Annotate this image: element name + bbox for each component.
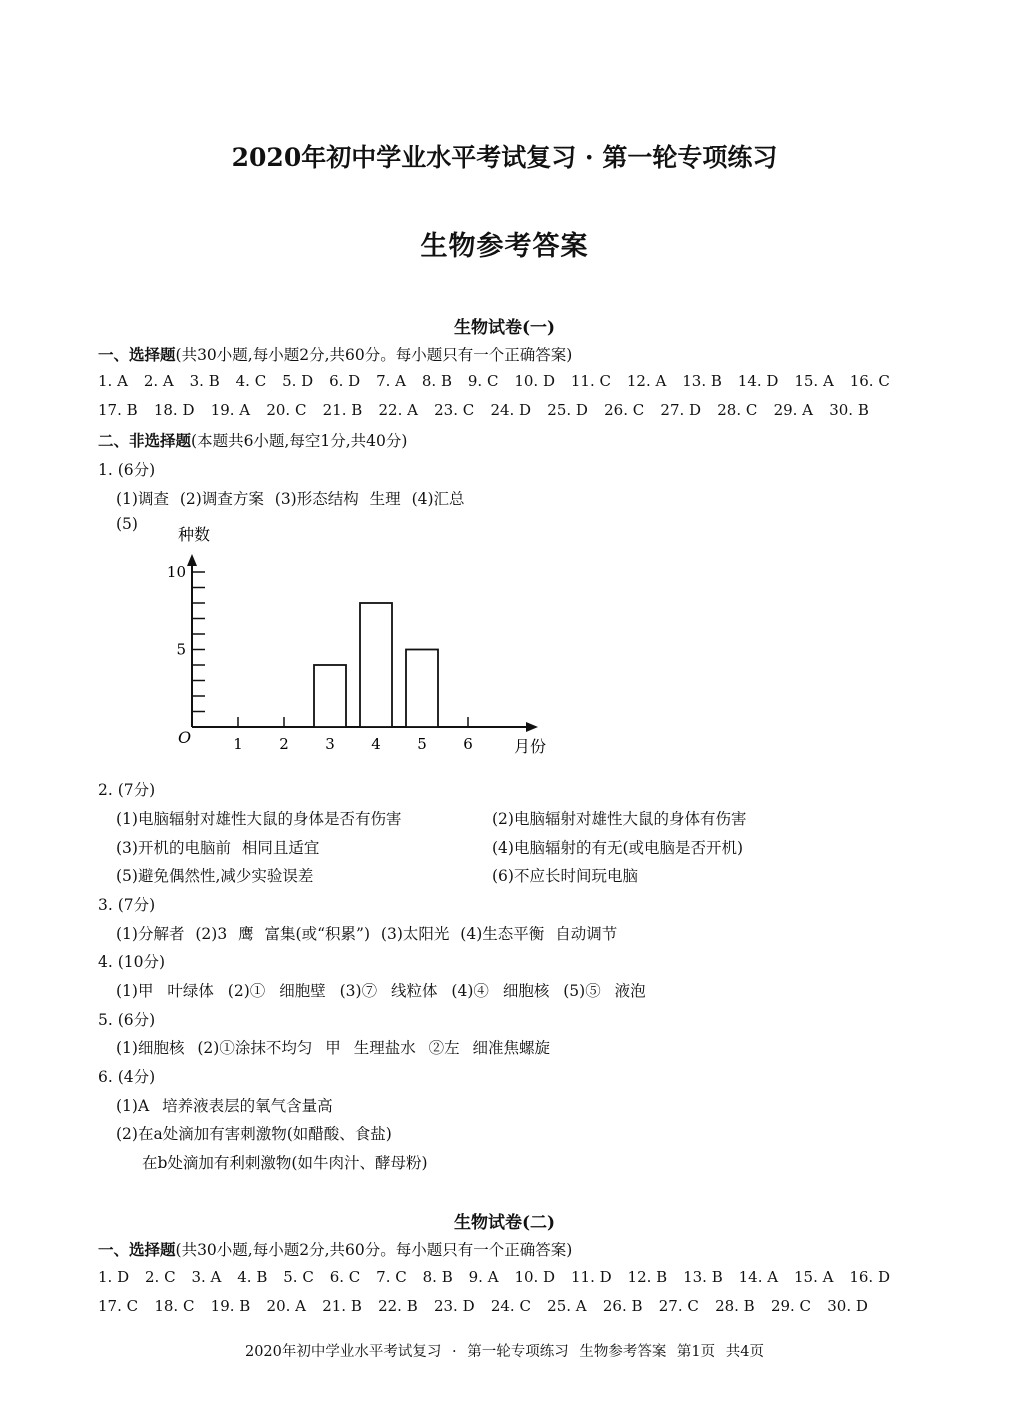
- answer-item: 28. B: [715, 1297, 755, 1315]
- y-tick-label: 10: [166, 563, 186, 581]
- x-axis-arrow: [526, 722, 538, 732]
- q3-answer: (1)分解者 (2)3 鹰 富集(或“积累”) (3)太阳光 (4)生态平衡 自动调节: [116, 925, 618, 943]
- answer-item: 12. A: [626, 372, 667, 390]
- answer-item: 9. A: [468, 1268, 499, 1286]
- answer-item: 24. C: [490, 1297, 531, 1315]
- answer-item: 14. D: [737, 372, 779, 390]
- answer-item: 22. B: [378, 1297, 418, 1315]
- y-tick-label: 5: [176, 640, 186, 659]
- answer-item: 10. D: [514, 372, 555, 390]
- paper2-mc-answers-row2: [98, 1297, 868, 1315]
- paper1-mc-note: (共30小题,每小题2分,共60分。每小题只有一个正确答案): [175, 346, 573, 364]
- answer-item: 20. C: [266, 401, 307, 419]
- answer-item: 29. C: [770, 1297, 812, 1315]
- answer-item: 1. A: [98, 372, 128, 390]
- answer-item: 8. B: [422, 1268, 453, 1286]
- paper1-nc-note: (本题共6小题,每空1分,共40分): [191, 432, 408, 450]
- answer-item: 16. D: [849, 1268, 890, 1286]
- paper2-mc-heading-line: [98, 1238, 572, 1260]
- answer-item: 2. A: [143, 372, 174, 390]
- answer-item: 25. D: [547, 401, 588, 419]
- y-axis-arrow: [187, 554, 197, 566]
- q4-heading: 4. (10分): [98, 953, 166, 971]
- q6-answer-3: 在b处滴加有利刺激物(如牛肉汁、酵母粉): [142, 1154, 428, 1172]
- q2-heading: 2. (7分): [98, 781, 156, 799]
- q5-heading: 5. (6分): [98, 1011, 156, 1029]
- paper2-mc-note: (共30小题,每小题2分,共60分。每小题只有一个正确答案): [175, 1241, 573, 1259]
- answer-item: 14. A: [738, 1268, 779, 1286]
- q2-answer-6: (6)不应长时间玩电脑: [492, 867, 638, 885]
- q2-answer-2: (2)电脑辐射对雄性大鼠的身体有伤害: [492, 810, 747, 828]
- x-tick-label: 5: [417, 735, 427, 753]
- answer-item: 8. B: [421, 372, 452, 390]
- bar-chart: [160, 520, 580, 770]
- paper2-mc-heading: 一、选择题: [98, 1240, 176, 1259]
- paper2-title: 生物试卷(二): [453, 1213, 556, 1233]
- answer-item: 19. B: [210, 1297, 251, 1315]
- q3-heading: 3. (7分): [98, 896, 156, 914]
- x-tick-label: 6: [463, 735, 473, 753]
- answer-item: 17. C: [98, 1297, 139, 1315]
- answer-item: 26. B: [602, 1297, 643, 1315]
- answer-item: 11. D: [570, 1268, 612, 1286]
- q5-answer: (1)细胞核 (2)①涂抹不均匀 甲 生理盐水 ②左 细准焦螺旋: [116, 1039, 551, 1057]
- document-title: 2020年初中学业水平考试复习 · 第一轮专项练习: [231, 143, 778, 172]
- paper1-mc-answers-row1: [98, 372, 890, 390]
- page-footer: 2020年初中学业水平考试复习 · 第一轮专项练习 生物参考答案 第1页 共4页: [244, 1344, 764, 1360]
- answer-item: 19. A: [210, 401, 251, 419]
- answer-item: 7. C: [376, 1268, 407, 1286]
- paper1-nc-heading-line: [98, 429, 407, 451]
- q2-answer-4: (4)电脑辐射的有无(或电脑是否开机): [492, 839, 744, 857]
- answer-item: 29. A: [773, 401, 814, 419]
- q2-answer-5: (5)避免偶然性,减少实验误差: [116, 867, 314, 885]
- answer-item: 4. B: [237, 1268, 268, 1286]
- x-tick-label: 3: [325, 735, 335, 753]
- paper1-mc-answers-row2: [98, 401, 869, 419]
- paper1-mc-heading-line: [98, 343, 572, 365]
- answer-item: 4. C: [235, 372, 267, 390]
- answer-item: 21. B: [322, 1297, 362, 1315]
- q1-answer-line1: (1)调查 (2)调查方案 (3)形态结构 生理 (4)汇总: [116, 490, 465, 508]
- answer-item: 30. B: [829, 401, 869, 419]
- x-axis-label: 月份: [514, 737, 547, 756]
- answer-item: 5. C: [283, 1268, 314, 1286]
- q6-heading: 6. (4分): [98, 1068, 156, 1086]
- answer-item: 6. D: [329, 372, 361, 390]
- answer-item: 18. D: [153, 401, 195, 419]
- answer-key-title: 生物参考答案: [420, 231, 589, 262]
- answer-item: 12. B: [627, 1268, 668, 1286]
- answer-item: 23. C: [434, 401, 475, 419]
- answer-item: 17. B: [98, 401, 138, 419]
- answer-item: 2. C: [145, 1268, 176, 1286]
- answer-item: 20. A: [266, 1297, 306, 1315]
- q2-answer-3: (3)开机的电脑前 相同且适宜: [116, 839, 320, 857]
- x-tick-label: 1: [233, 735, 243, 753]
- answer-item: 3. A: [191, 1268, 222, 1286]
- q1-heading: 1. (6分): [98, 461, 156, 479]
- answer-item: 6. C: [329, 1268, 361, 1286]
- answer-item: 25. A: [547, 1297, 587, 1315]
- bar-month-3: [314, 665, 346, 727]
- q1-answer-line2: (5): [116, 515, 138, 533]
- x-tick-label: 2: [279, 735, 289, 753]
- answer-item: 15. A: [793, 1268, 834, 1286]
- answer-item: 16. C: [849, 372, 890, 390]
- q2-answer-1: (1)电脑辐射对雄性大鼠的身体是否有伤害: [116, 810, 402, 828]
- answer-item: 1. D: [98, 1268, 130, 1286]
- answer-item: 10. D: [514, 1268, 556, 1286]
- paper1-nc-heading: 二、非选择题: [98, 431, 192, 450]
- answer-item: 13. B: [682, 372, 722, 390]
- bar-month-4: [360, 603, 392, 727]
- answer-item: 28. C: [717, 401, 758, 419]
- answer-item: 27. C: [658, 1297, 699, 1315]
- answer-item: 26. C: [604, 401, 645, 419]
- answer-item: 30. D: [827, 1297, 868, 1315]
- paper2-mc-answers-row1: [98, 1268, 890, 1286]
- answer-item: 24. D: [490, 401, 532, 419]
- answer-item: 7. A: [376, 372, 406, 390]
- q6-answer-2: (2)在a处滴加有害刺激物(如醋酸、食盐): [116, 1125, 392, 1143]
- answer-item: 23. D: [433, 1297, 475, 1315]
- answer-item: 9. C: [467, 372, 499, 390]
- q6-answer-1: (1)A 培养液表层的氧气含量高: [116, 1097, 333, 1115]
- x-tick-label: 4: [371, 735, 381, 753]
- y-axis-label: 种数: [178, 525, 211, 544]
- answer-item: 5. D: [282, 372, 314, 390]
- answer-item: 18. C: [154, 1297, 195, 1315]
- paper1-title: 生物试卷(一): [453, 318, 556, 338]
- answer-item: 11. C: [570, 372, 611, 390]
- origin-label: O: [178, 728, 192, 747]
- answer-item: 21. B: [322, 401, 363, 419]
- q4-answer: (1)甲 叶绿体 (2)① 细胞壁 (3)⑦ 线粒体 (4)④ 细胞核 (5)⑤ 液泡: [116, 982, 646, 1000]
- bar-month-5: [406, 650, 438, 728]
- answer-item: 22. A: [378, 401, 418, 419]
- answer-item: 27. D: [660, 401, 702, 419]
- answer-item: 13. B: [683, 1268, 723, 1286]
- paper1-mc-heading: 一、选择题: [98, 345, 176, 364]
- answer-item: 15. A: [794, 372, 834, 390]
- answer-item: 3. B: [189, 372, 220, 390]
